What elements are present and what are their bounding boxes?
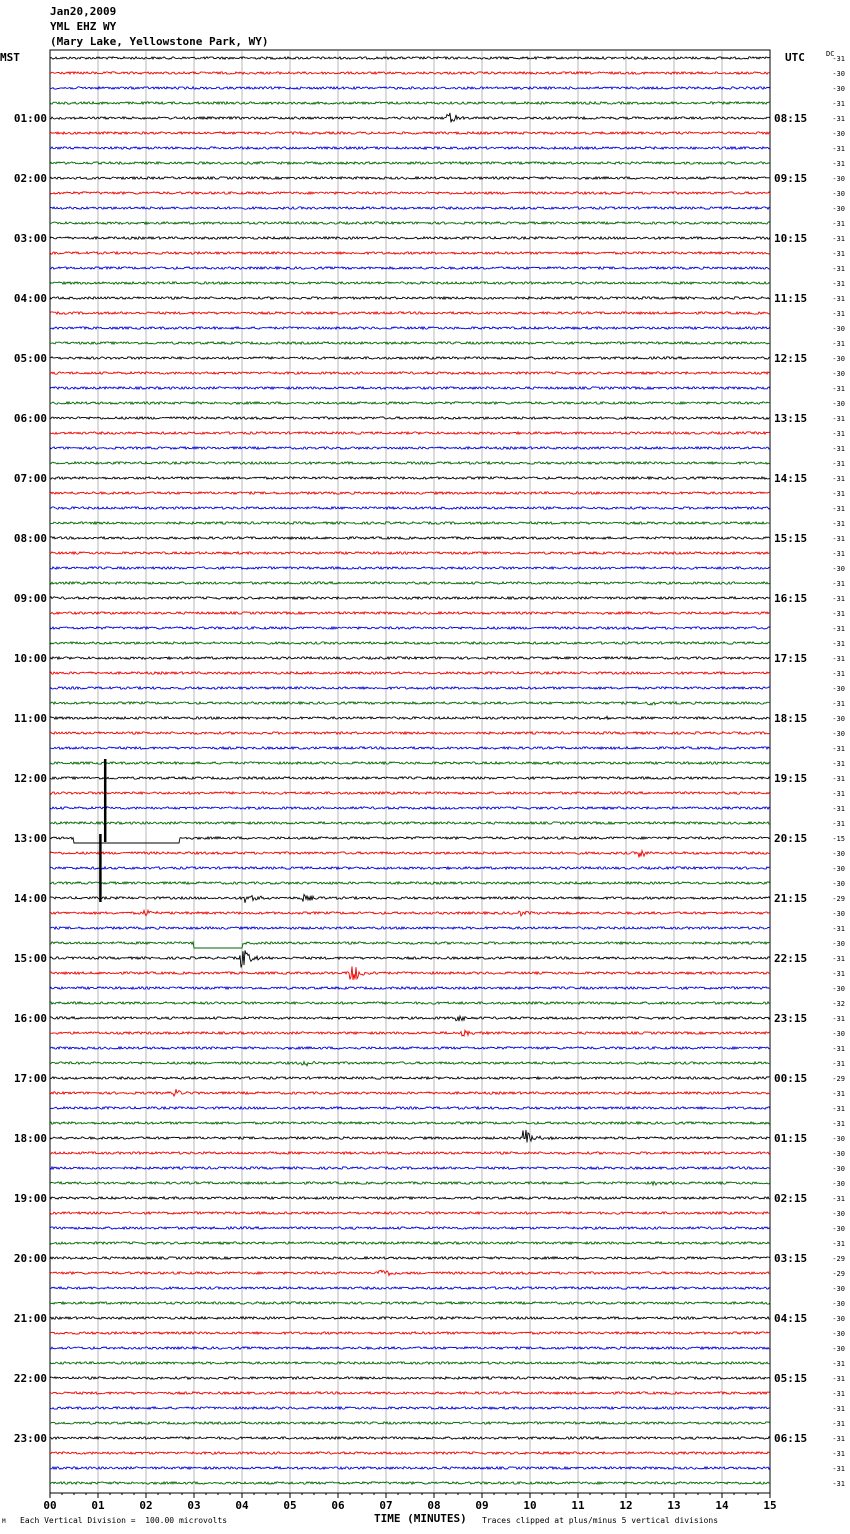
dc-offset-label: -31 <box>832 310 845 318</box>
dc-offset-label: -31 <box>832 100 845 108</box>
mst-hour-label: 07:00 <box>13 472 47 485</box>
seismic-trace <box>50 462 770 464</box>
mst-hour-label: 05:00 <box>13 352 47 365</box>
seismic-trace <box>50 222 770 224</box>
dc-offset-label: -31 <box>832 115 845 123</box>
dc-offset-label: -31 <box>832 250 845 258</box>
dc-offset-label: -31 <box>832 1390 845 1398</box>
utc-hour-label: 02:15 <box>774 1192 808 1205</box>
dc-offset-label: -31 <box>832 1450 845 1458</box>
seismic-trace <box>50 582 770 584</box>
seismic-trace <box>50 822 770 824</box>
mst-hour-label: 14:00 <box>13 892 47 905</box>
clip-note: Traces clipped at plus/minus 5 vertical divisions <box>482 1516 719 1525</box>
mst-hour-label: 21:00 <box>13 1312 47 1325</box>
dc-offset-label: -31 <box>832 1195 845 1203</box>
seismic-trace <box>50 1212 770 1214</box>
plot-date: Jan20,2009 <box>50 5 117 18</box>
dc-offset-label: -31 <box>832 1120 845 1128</box>
seismic-trace <box>50 402 770 404</box>
dc-offset-label: -30 <box>832 850 845 858</box>
dc-offset-label: -31 <box>832 475 845 483</box>
utc-hour-label: 06:15 <box>774 1432 808 1445</box>
dc-offset-label: -30 <box>832 1225 845 1233</box>
seismic-trace <box>50 267 770 269</box>
dc-offset-label: -31 <box>832 1090 845 1098</box>
mst-hour-label: 06:00 <box>13 412 47 425</box>
dc-offset-label: -31 <box>832 145 845 153</box>
dc-offset-label: -30 <box>832 1180 845 1188</box>
dc-offset-label: -31 <box>832 280 845 288</box>
x-tick-label: 10 <box>523 1499 537 1512</box>
dc-offset-label: -31 <box>832 535 845 543</box>
seismic-trace <box>50 1227 770 1229</box>
dc-offset-label: -31 <box>832 805 845 813</box>
utc-hour-label: 18:15 <box>774 712 808 725</box>
mst-hour-label: 20:00 <box>13 1252 47 1265</box>
dc-offset-label: -30 <box>832 205 845 213</box>
seismic-trace <box>50 895 770 903</box>
mst-hour-label: 04:00 <box>13 292 47 305</box>
dc-offset-label: -31 <box>832 1240 845 1248</box>
mst-hour-label: 23:00 <box>13 1432 47 1445</box>
dc-offset-label: -31 <box>832 640 845 648</box>
dc-offset-label: -30 <box>832 730 845 738</box>
dc-offset-label: -30 <box>832 1030 845 1038</box>
scale-note: Each Vertical Division = 100.00 microvolts <box>20 1516 228 1525</box>
seismic-trace <box>50 387 770 389</box>
utc-hour-label: 23:15 <box>774 1012 808 1025</box>
seismic-trace <box>50 312 770 314</box>
seismic-trace <box>50 950 770 967</box>
dc-offset-label: -31 <box>832 220 845 228</box>
utc-hour-label: 03:15 <box>774 1252 808 1265</box>
seismic-trace <box>50 72 770 74</box>
mst-hour-label: 16:00 <box>13 1012 47 1025</box>
seismic-trace <box>50 282 770 284</box>
utc-hour-label: 13:15 <box>774 412 808 425</box>
seismic-trace <box>50 432 770 434</box>
x-tick-label: 06 <box>331 1499 345 1512</box>
dc-offset-label: -31 <box>832 1060 845 1068</box>
seismic-trace <box>50 1061 770 1065</box>
seismic-trace <box>50 657 770 659</box>
dc-offset-label: -31 <box>832 235 845 243</box>
x-tick-label: 05 <box>283 1499 297 1512</box>
seismic-trace <box>50 612 770 614</box>
seismic-trace <box>50 1002 770 1004</box>
seismic-trace <box>50 192 770 194</box>
utc-hour-label: 05:15 <box>774 1372 808 1385</box>
mst-hour-label: 03:00 <box>13 232 47 245</box>
mst-hour-label: 09:00 <box>13 592 47 605</box>
utc-hour-label: 00:15 <box>774 1072 808 1085</box>
dc-offset-label: -31 <box>832 490 845 498</box>
seismic-trace <box>50 372 770 374</box>
dc-offset-label: -31 <box>832 1465 845 1473</box>
dc-offset-label: -30 <box>832 565 845 573</box>
dc-offset-label: -30 <box>832 910 845 918</box>
dc-offset-label: -31 <box>832 520 845 528</box>
seismic-trace <box>50 837 770 843</box>
dc-offset-label: -31 <box>832 160 845 168</box>
seismic-trace <box>50 1152 770 1154</box>
dc-offset-label: -15 <box>832 835 845 843</box>
dc-offset-label: -31 <box>832 385 845 393</box>
utc-hour-label: 22:15 <box>774 952 808 965</box>
dc-offset-label: -31 <box>832 595 845 603</box>
mst-hour-label: 18:00 <box>13 1132 47 1145</box>
utc-hour-label: 17:15 <box>774 652 808 665</box>
dc-offset-label: -30 <box>832 355 845 363</box>
dc-offset-label: -30 <box>832 130 845 138</box>
x-axis-title: TIME (MINUTES) <box>374 1512 467 1525</box>
right-axis-title: UTC <box>785 51 805 64</box>
seismic-trace <box>50 1407 770 1409</box>
seismic-trace <box>50 417 770 419</box>
dc-offset-label: -31 <box>832 1105 845 1113</box>
plot-frame <box>50 50 770 1493</box>
mst-hour-label: 15:00 <box>13 952 47 965</box>
seismic-trace <box>50 747 770 749</box>
seismic-trace <box>50 910 770 916</box>
dc-offset-label: -30 <box>832 1300 845 1308</box>
x-tick-label: 11 <box>571 1499 585 1512</box>
seismic-trace <box>50 177 770 179</box>
utc-hour-label: 10:15 <box>774 232 808 245</box>
seismic-trace <box>50 567 770 569</box>
dc-offset-label: -30 <box>832 865 845 873</box>
seismic-trace <box>50 1130 770 1143</box>
x-tick-label: 07 <box>379 1499 393 1512</box>
dc-offset-label: -29 <box>832 1270 845 1278</box>
seismic-trace <box>50 57 770 59</box>
seismic-trace <box>50 672 770 674</box>
seismic-trace <box>50 357 770 359</box>
x-tick-label: 14 <box>715 1499 729 1512</box>
dc-offset-label: -31 <box>832 55 845 63</box>
seismic-trace <box>50 147 770 149</box>
dc-offset-label: -31 <box>832 820 845 828</box>
dc-offset-label: -31 <box>832 790 845 798</box>
mst-hour-label: 01:00 <box>13 112 47 125</box>
x-tick-label: 01 <box>91 1499 105 1512</box>
seismic-trace <box>50 507 770 509</box>
utc-hour-label: 09:15 <box>774 172 808 185</box>
x-tick-label: 04 <box>235 1499 249 1512</box>
seismic-trace <box>50 867 770 869</box>
dc-offset-label: -30 <box>832 70 845 78</box>
dc-offset-label: -31 <box>832 955 845 963</box>
x-tick-label: 13 <box>667 1499 681 1512</box>
dc-offset-label: -31 <box>832 625 845 633</box>
seismic-trace <box>50 1107 770 1109</box>
mst-hour-label: 22:00 <box>13 1372 47 1385</box>
dc-offset-label: -31 <box>832 1420 845 1428</box>
seismic-trace <box>50 113 770 123</box>
dc-offset-label: -31 <box>832 1405 845 1413</box>
dc-offset-label: -30 <box>832 370 845 378</box>
dc-offset-label: -30 <box>832 1210 845 1218</box>
seismic-trace <box>50 1332 770 1334</box>
utc-hour-label: 04:15 <box>774 1312 808 1325</box>
dc-offset-label: -30 <box>832 325 845 333</box>
utc-hour-label: 20:15 <box>774 832 808 845</box>
seismic-trace <box>50 1422 770 1424</box>
seismic-trace <box>50 1016 770 1021</box>
dc-offset-label: -31 <box>832 1480 845 1488</box>
utc-hour-label: 11:15 <box>774 292 808 305</box>
dc-offset-label: -30 <box>832 1150 845 1158</box>
dc-offset-label: -30 <box>832 85 845 93</box>
seismic-trace <box>50 1242 770 1244</box>
mst-hour-label: 13:00 <box>13 832 47 845</box>
dc-offset-label: -31 <box>832 1045 845 1053</box>
dc-offset-label: -30 <box>832 685 845 693</box>
seismic-trace <box>50 342 770 344</box>
seismic-trace <box>50 1287 770 1289</box>
seismic-trace <box>50 522 770 524</box>
dc-offset-label: -32 <box>832 1000 845 1008</box>
dc-offset-label: -31 <box>832 760 845 768</box>
dc-offset-label: -31 <box>832 670 845 678</box>
dc-offset-label: -31 <box>832 700 845 708</box>
left-axis-title: MST <box>0 51 20 64</box>
seismic-trace <box>50 762 770 764</box>
dc-offset-label: -30 <box>832 1330 845 1338</box>
dc-offset-label: -31 <box>832 340 845 348</box>
mst-hour-label: 10:00 <box>13 652 47 665</box>
seismic-trace <box>50 492 770 494</box>
utc-hour-label: 21:15 <box>774 892 808 905</box>
seismic-trace <box>50 1302 770 1304</box>
dc-offset-label: -31 <box>832 655 845 663</box>
seismic-trace <box>50 1467 770 1469</box>
dc-offset-label: -31 <box>832 1015 845 1023</box>
seismic-trace <box>50 777 770 779</box>
seismic-trace <box>50 966 770 980</box>
seismic-trace <box>50 732 770 734</box>
dc-offset-label: -30 <box>832 880 845 888</box>
utc-hour-label: 01:15 <box>774 1132 808 1145</box>
seismic-trace <box>50 447 770 449</box>
seismic-trace <box>50 102 770 104</box>
dc-offset-label: -31 <box>832 580 845 588</box>
dc-offset-label: -30 <box>832 1165 845 1173</box>
mst-hour-label: 02:00 <box>13 172 47 185</box>
seismic-trace <box>50 702 770 705</box>
dc-offset-label: -29 <box>832 1255 845 1263</box>
x-tick-label: 12 <box>619 1499 633 1512</box>
station-location: (Mary Lake, Yellowstone Park, WY) <box>50 35 269 48</box>
utc-hour-label: 16:15 <box>774 592 808 605</box>
dc-offset-label: -30 <box>832 1315 845 1323</box>
mst-hour-label: 08:00 <box>13 532 47 545</box>
dc-offset-label: -30 <box>832 175 845 183</box>
dc-header: DC <box>826 50 835 58</box>
utc-hour-label: 12:15 <box>774 352 808 365</box>
seismic-trace <box>50 882 770 884</box>
seismic-trace <box>50 1047 770 1049</box>
dc-offset-label: -31 <box>832 1435 845 1443</box>
dc-offset-label: -31 <box>832 550 845 558</box>
seismic-trace <box>50 1482 770 1484</box>
seismic-trace <box>50 252 770 254</box>
dc-offset-label: -30 <box>832 1345 845 1353</box>
seismic-trace <box>50 1317 770 1319</box>
seismic-trace <box>50 987 770 989</box>
seismic-trace <box>50 1122 770 1124</box>
seismic-trace <box>50 1030 770 1036</box>
seismic-trace <box>50 1437 770 1439</box>
seismic-trace <box>50 297 770 299</box>
dc-offset-label: -30 <box>832 940 845 948</box>
seismic-trace <box>50 807 770 809</box>
dc-offset-label: -31 <box>832 775 845 783</box>
seismic-trace <box>50 132 770 134</box>
mst-hour-label: 19:00 <box>13 1192 47 1205</box>
utc-hour-label: 14:15 <box>774 472 808 485</box>
dc-offset-label: -31 <box>832 415 845 423</box>
seismic-trace <box>50 1347 770 1349</box>
seismic-trace <box>50 537 770 539</box>
dc-offset-label: -31 <box>832 430 845 438</box>
x-tick-label: 02 <box>139 1499 153 1512</box>
seismic-trace <box>50 716 770 719</box>
mst-hour-label: 12:00 <box>13 772 47 785</box>
x-tick-label: 03 <box>187 1499 201 1512</box>
mst-hour-label: 17:00 <box>13 1072 47 1085</box>
seismic-trace <box>50 237 770 239</box>
dc-offset-label: -31 <box>832 925 845 933</box>
dc-offset-label: -31 <box>832 1360 845 1368</box>
dc-offset-label: -30 <box>832 400 845 408</box>
seismic-trace <box>50 327 770 329</box>
dc-offset-label: -30 <box>832 1285 845 1293</box>
seismic-trace <box>50 1089 770 1096</box>
seismic-trace <box>50 627 770 629</box>
x-tick-label: 08 <box>427 1499 441 1512</box>
dc-offset-label: -30 <box>832 715 845 723</box>
seismic-trace <box>50 1257 770 1259</box>
dc-offset-label: -31 <box>832 265 845 273</box>
dc-offset-label: -31 <box>832 445 845 453</box>
seismic-trace <box>50 1362 770 1364</box>
seismic-trace <box>50 207 770 209</box>
dc-offset-label: -31 <box>832 970 845 978</box>
seismic-trace <box>50 927 770 929</box>
dc-offset-label: -31 <box>832 610 845 618</box>
seismic-trace <box>50 552 770 554</box>
seismic-trace <box>50 1377 770 1379</box>
utc-hour-label: 08:15 <box>774 112 808 125</box>
station-code: YML EHZ WY <box>50 20 117 33</box>
dc-offset-label: -31 <box>832 1375 845 1383</box>
dc-offset-label: -31 <box>832 295 845 303</box>
dc-offset-label: -29 <box>832 895 845 903</box>
seismic-trace <box>50 87 770 89</box>
utc-hour-label: 15:15 <box>774 532 808 545</box>
dc-offset-label: -30 <box>832 1135 845 1143</box>
seismic-trace <box>50 1167 770 1169</box>
x-tick-label: 09 <box>475 1499 489 1512</box>
mst-hour-label: 11:00 <box>13 712 47 725</box>
seismic-trace <box>50 1270 770 1275</box>
seismic-trace <box>50 851 770 858</box>
dc-offset-label: -30 <box>832 190 845 198</box>
utc-hour-label: 19:15 <box>774 772 808 785</box>
seismic-trace <box>50 1182 770 1186</box>
seismic-trace <box>50 1452 770 1454</box>
seismic-trace <box>50 597 770 599</box>
dc-offset-label: -31 <box>832 460 845 468</box>
corner-mark: M <box>2 1518 6 1525</box>
seismic-trace <box>50 1197 770 1199</box>
dc-offset-label: -31 <box>832 745 845 753</box>
x-tick-label: 00 <box>43 1499 57 1512</box>
dc-offset-label: -29 <box>832 1075 845 1083</box>
seismic-trace <box>50 942 770 948</box>
x-tick-label: 15 <box>763 1499 777 1512</box>
seismic-trace <box>50 477 770 479</box>
seismic-trace <box>50 687 770 689</box>
dc-offset-label: -31 <box>832 505 845 513</box>
seismic-trace <box>50 642 770 644</box>
seismic-trace <box>50 1077 770 1079</box>
seismic-trace <box>50 1392 770 1394</box>
seismic-trace <box>50 162 770 164</box>
dc-offset-label: -30 <box>832 985 845 993</box>
seismic-trace <box>50 792 770 794</box>
